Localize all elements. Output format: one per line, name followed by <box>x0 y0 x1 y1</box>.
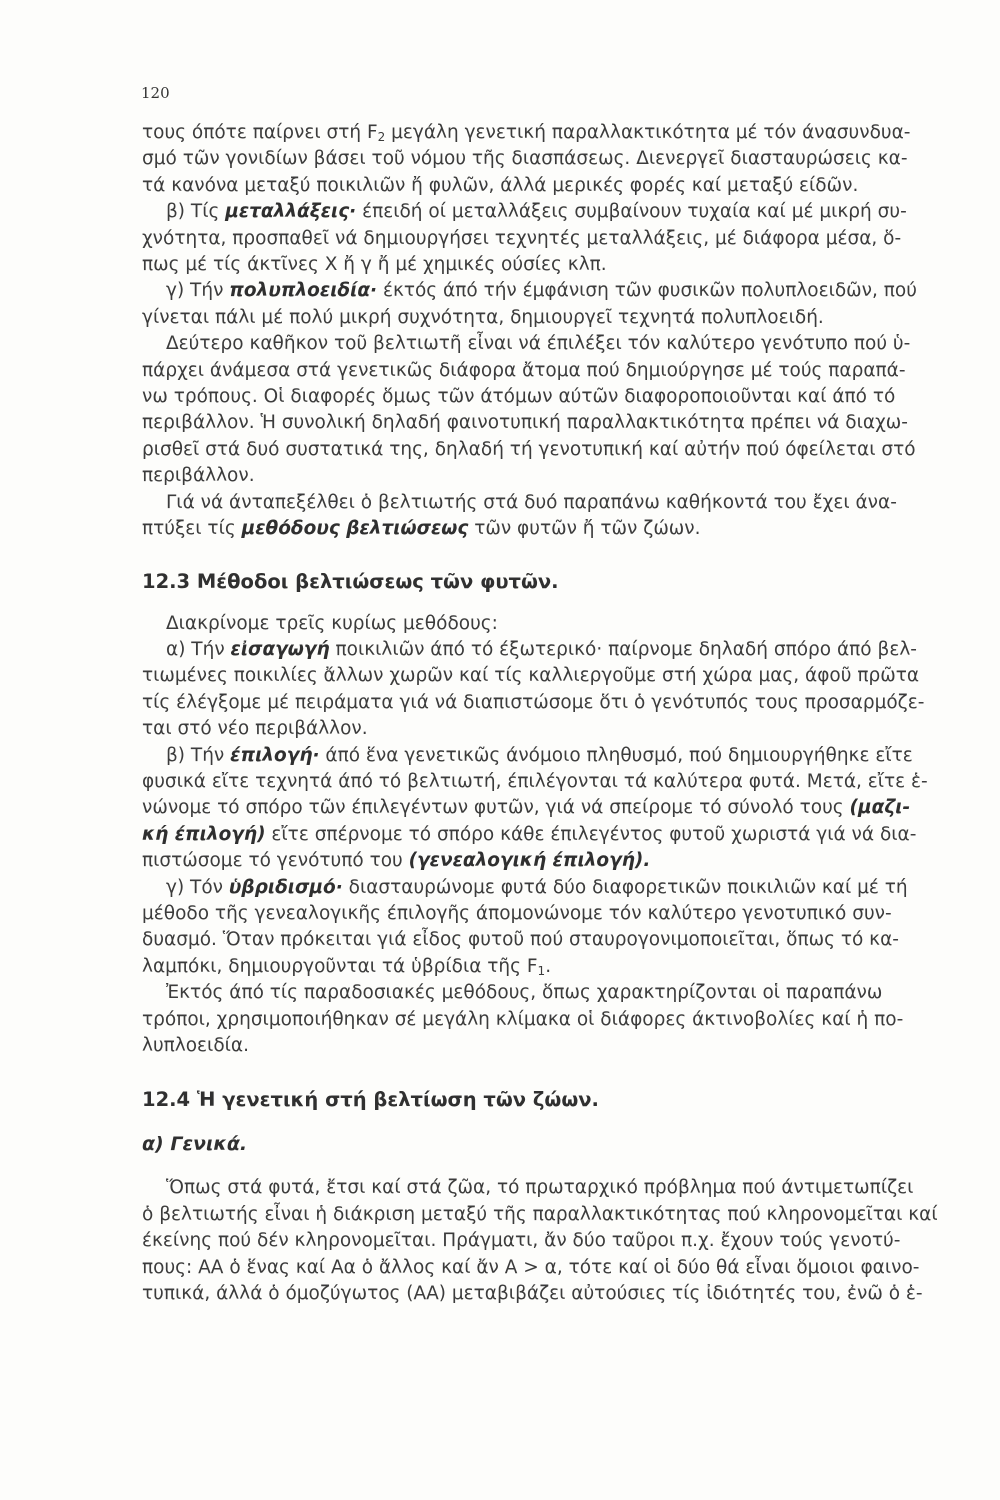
text-line: έκείνης πού δέν κληρονομεῖται. Πράγματι, ἄν δύο ταῦροι π.χ. ἔχουν τούς γενοτύ- <box>142 1230 901 1252</box>
text-line: Δεύτερο καθῆκον τοῦ βελτιωτῆ εἶναι νά έπιλέξει τόν καλύτερο γενότυπο πού ὑ- <box>166 333 911 355</box>
term-pedigree-selection: (γενεαλογική έπιλογή). <box>408 850 651 872</box>
term-introduction: εἰσαγωγή <box>230 638 330 660</box>
text-line: πτύξει τίς μεθόδους βελτιώσεως τῶν φυτῶν ἤ τῶν ζώων. <box>142 518 701 540</box>
page-number: 120 <box>141 84 170 102</box>
term-mass-selection: (μαζι- <box>849 797 911 819</box>
text-line: περιβάλλον. Ἡ συνολική δηλαδή φαινοτυπική παραλλακτικότητα πρέπει νά διαχω- <box>142 412 908 434</box>
text-line: μέθοδο τῆς γενεαλογικῆς έπιλογῆς άπομονώνομε τόν καλύτερο γενοτυπικό συν- <box>142 902 892 924</box>
text-line: τους όπότε παίρνει στή $F_2$ μεγάλη γενετική παραλλακτικότητα μέ τόν άνασυνδυα- <box>142 122 911 144</box>
term-selection: έπιλογή· <box>230 744 320 766</box>
text-line: Ὅπως στά φυτά, ἔτσι καί στά ζῶα, τό πρωταρχικό πρόβλημα πού άντιμετωπίζει <box>166 1177 914 1199</box>
text-line: Γιά νά άνταπεξέλθει ὁ βελτιωτής στά δυό παραπάνω καθήκοντά του ἔχει άνα- <box>166 491 897 513</box>
text-line: β) Τήν έπιλογή· άπό ἕνα γενετικῶς άνόμοιο πληθυσμό, πού δημιουργήθηκε εἴτε <box>166 744 913 766</box>
text-line: περιβάλλον. <box>142 465 255 487</box>
text-line: κή έπιλογή) εἴτε σπέρνομε τό σπόρο κάθε έπιλεγέντος φυτοῦ χωριστά γιά νά δια- <box>142 823 917 845</box>
paragraph-second-duty <box>142 331 964 489</box>
text-line: ται στό νέο περιβάλλον. <box>142 718 368 740</box>
text-line: τίς έλέγξομε μέ πειράματα γιά νά διαπιστώσομε ὅτι ὁ γενότυπός τους προσαρμόζε- <box>142 691 925 713</box>
text-line: ὁ βελτιωτής εἶναι ἡ διάκριση μεταξύ τῆς παραλλακτικότητας πού κληρονομεῖται καί <box>142 1203 938 1225</box>
section-heading-12-3: 12.3 Μέθοδοι βελτιώσεως τῶν φυτῶν. <box>142 569 559 593</box>
text-line: νω τρόπους. Οἱ διαφορές ὅμως τῶν άτόμων αύτῶν διαφοροποιοῦνται καί άπό τό <box>142 386 896 408</box>
term-polyploidy: πολυπλοειδία· <box>229 280 378 302</box>
text-line: χνότητα, προσπαθεῖ νά δημιουργήσει τεχνητές μεταλλάξεις, μέ διάφορα μέσα, ὅ- <box>142 227 902 249</box>
subsection-heading-general: α) Γενικά. <box>142 1133 248 1156</box>
text-line: τά κανόνα μεταξύ ποικιλιῶν ἤ φυλῶν, άλλά μερικές φορές καί μεταξύ είδῶν. <box>142 174 859 196</box>
text-line: σμό τῶν γονιδίων βάσει τοῦ νόμου τῆς διασπάσεως. Διενεργεῖ διασταυρώσεις κα- <box>142 148 908 170</box>
text-line: πάρχει άνάμεσα στά γενετικῶς διάφορα ἄτομα πού δημιούργησε μέ τούς παραπά- <box>142 359 906 381</box>
text-line: ρισθεῖ στά δυό συστατικά της, δηλαδή τή γενοτυπική καί αὐτήν πού όφείλεται στό <box>142 438 916 460</box>
paragraph-intro <box>142 120 964 199</box>
text-line: νώνομε τό σπόρο τῶν έπιλεγέντων φυτῶν, γιά νά σπείρομε τό σύνολό τους (μαζι- <box>142 797 911 819</box>
text-line: πους: ΑΑ ὁ ἕνας καί Αα ὁ ἄλλος καί ἄν Α > α, τότε καί οἱ δύο θά εἶναι ὅμοιοι φαινο- <box>142 1256 920 1278</box>
text-line: β) Τίς μεταλλάξεις· έπειδή οί μεταλλάξεις συμβαίνουν τυχαία καί μέ μικρή συ- <box>166 201 907 223</box>
paragraph-animals <box>142 1175 964 1307</box>
paragraph-besides <box>142 980 964 1059</box>
page-body <box>142 120 964 1307</box>
text-line: γ) Τήν πολυπλοειδία· έκτός άπό τήν έμφάνιση τῶν φυσικῶν πολυπλοειδῶν, πού <box>166 280 917 302</box>
text-line: γ) Τόν ὑβριδισμό· διασταυρώνομε φυτά δύο διαφορετικῶν ποικιλιῶν καί μέ τή <box>166 876 908 898</box>
paragraph-three-methods <box>142 611 964 637</box>
term-mass-selection-cont: κή έπιλογή) <box>142 823 266 845</box>
section-heading-12-4: 12.4 Ἡ γενετική στή βελτίωση τῶν ζώων. <box>142 1088 599 1112</box>
text-line: πως μέ τίς άκτῖνες X ἤ γ ἤ μέ χημικές ούσίες κλπ. <box>142 254 607 276</box>
text-line: φυσικά εἴτε τεχνητά άπό τό βελτιωτή, έπιλέγονται τά καλύτερα φυτά. Μετά, εἴτε ἑ- <box>142 770 928 792</box>
paragraph-mutations <box>142 199 964 278</box>
text-line: Ἐκτός άπό τίς παραδοσιακές μεθόδους, ὅπως χαρακτηρίζονται οἱ παραπάνω <box>166 982 883 1004</box>
text-line: τιωμένες ποικιλίες ἄλλων χωρῶν καί τίς καλλιεργοῦμε στή χώρα μας, άφοῦ πρῶτα <box>142 665 920 687</box>
text-line: λαμπόκι, δημιουργοῦνται τά ὑβρίδια τῆς $F_1$. <box>142 955 552 978</box>
text-line: δυασμό. Ὅταν πρόκειται γιά εἶδος φυτοῦ πού σταυρογονιμοποιεῖται, ὅπως τό κα- <box>142 929 899 951</box>
text-line: τυπικά, άλλά ὁ όμοζύγωτος (ΑΑ) μεταβιβάζει αὐτούσιες τίς ἰδιότητές του, ἐνῶ ὁ ἑ- <box>142 1283 923 1305</box>
term-mutations: μεταλλάξεις· <box>225 201 357 223</box>
paragraph-methods <box>142 490 964 543</box>
paragraph-polyploidy <box>142 278 964 331</box>
term-improvement-methods: μεθόδους βελτιώσεως <box>241 518 469 540</box>
paragraph-hybridization-method <box>142 875 964 981</box>
paragraph-selection-method <box>142 743 964 875</box>
term-hybridization: ὑβριδισμό· <box>228 876 343 898</box>
text-line: Διακρίνομε τρεῖς κυρίως μεθόδους: <box>166 612 498 634</box>
text-line: πιστώσομε τό γενότυπό του (γενεαλογική έπιλογή). <box>142 850 651 872</box>
text-line: γίνεται πάλι μέ πολύ μικρή συχνότητα, δημιουργεῖ τεχνητά πολυπλοειδή. <box>142 306 824 328</box>
text-line: α) Τήν εἰσαγωγή ποικιλιῶν άπό τό έξωτερικό· παίρνομε δηλαδή σπόρο άπό βελ- <box>166 638 917 660</box>
paragraph-introduction-method <box>142 637 964 743</box>
text-line: τρόποι, χρησιμοποιήθηκαν σέ μεγάλη κλίμακα οἱ διάφορες άκτινοβολίες καί ἡ πο- <box>142 1008 904 1030</box>
text-line: λυπλοειδία. <box>142 1035 249 1056</box>
